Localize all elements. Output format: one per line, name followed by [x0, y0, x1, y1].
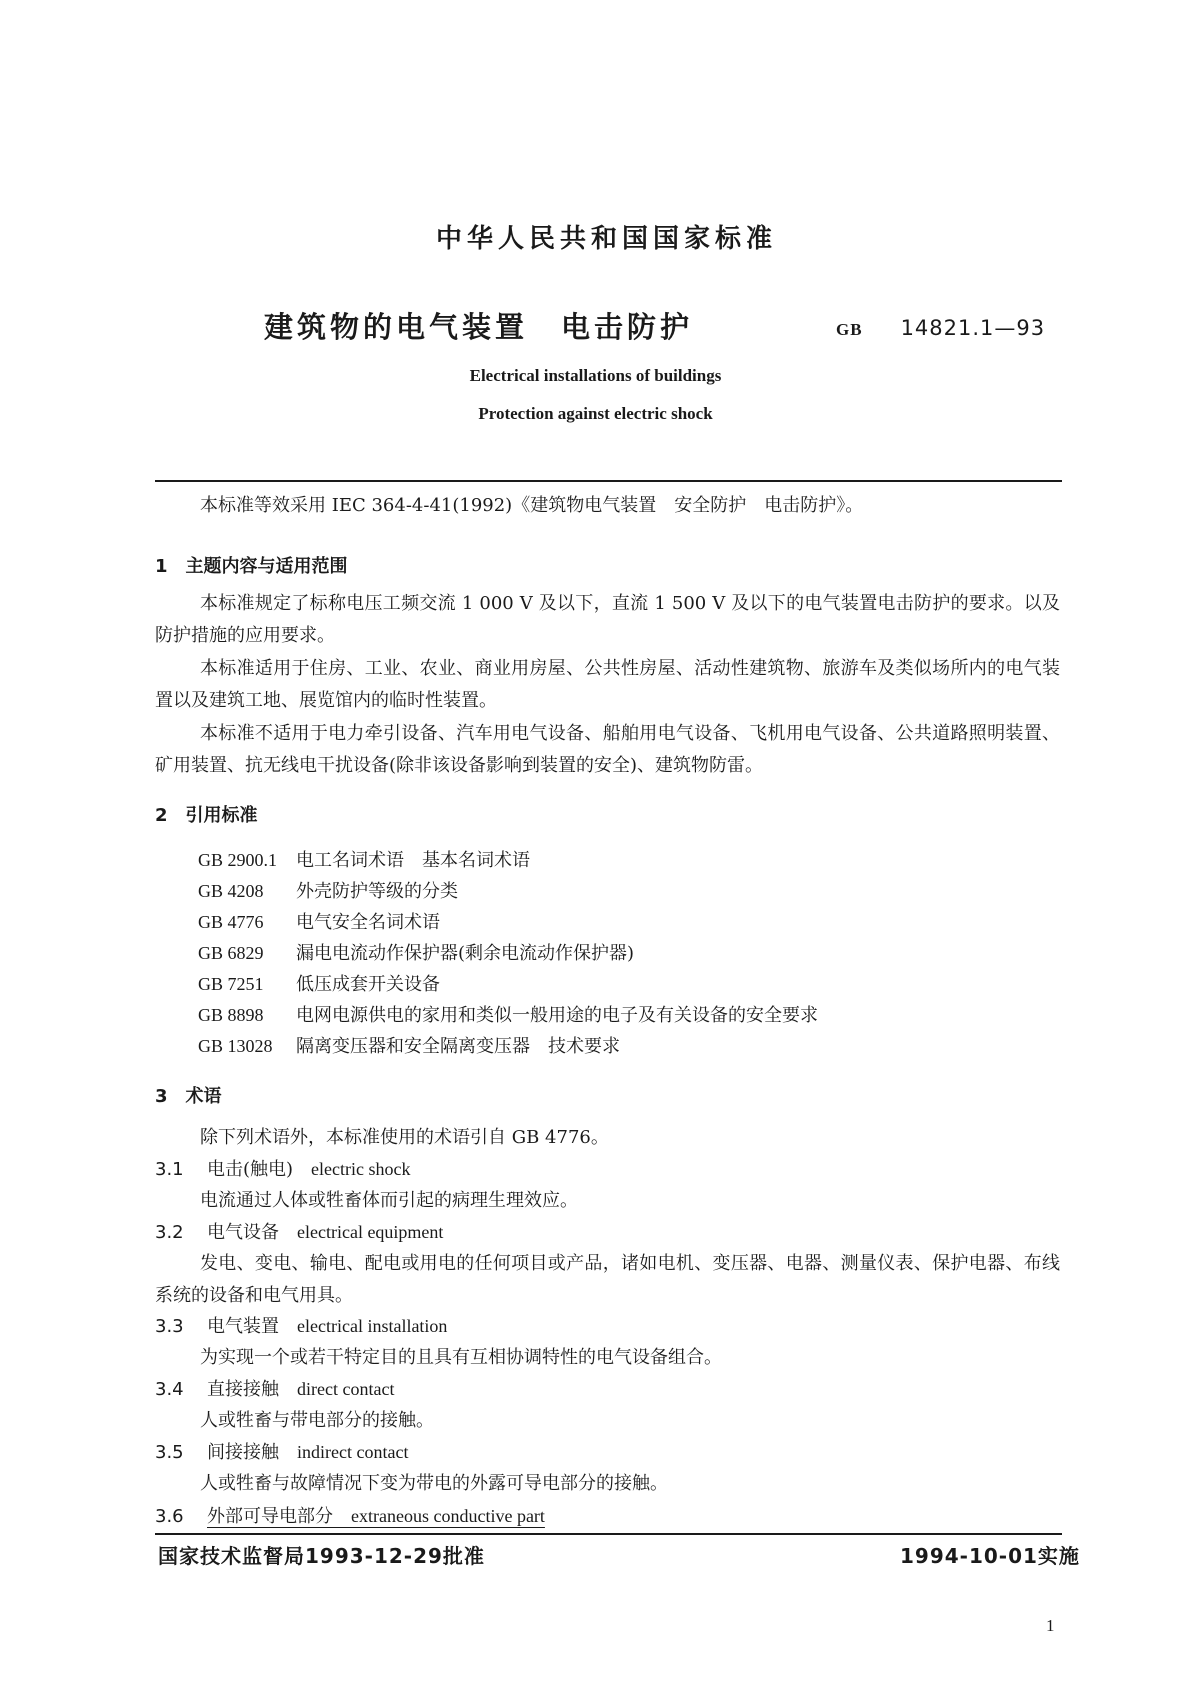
section-1-paragraph-3: 本标准不适用于电力牵引设备、汽车用电气设备、船舶用电气设备、飞机用电气设备、公共道路照明装置、矿用装置、抗无线电干扰设备(除非该设备影响到装置的安全)、建筑物防雷。: [155, 723, 1060, 776]
term-en: direct contact: [297, 1379, 395, 1399]
term-number: 3.5: [155, 1442, 184, 1463]
page-number: 1: [1046, 1616, 1055, 1635]
reference-code: GB 6829: [198, 943, 264, 963]
section-1-paragraph-2: 本标准适用于住房、工业、农业、商业用房屋、公共性房屋、活动性建筑物、旅游车及类似场所内的电气装置以及建筑工地、展览馆内的临时性装置。: [155, 658, 1060, 711]
section-1-heading: 1 主题内容与适用范围: [155, 556, 348, 577]
term-3-5: [155, 1436, 408, 1469]
reference-code: GB 13028: [198, 1036, 273, 1056]
reference-code: GB 7251: [198, 974, 264, 994]
reference-item: [198, 970, 440, 996]
reference-title: 电工名词术语 基本名词术语: [296, 850, 530, 871]
term-definition: 人或牲畜与故障情况下变为带电的外露可导电部分的接触。: [200, 1473, 668, 1494]
reference-title: 低压成套开关设备: [296, 974, 440, 995]
reference-item: [198, 1032, 620, 1058]
adoption-note: 本标准等效采用 IEC 364-4-41(1992)《建筑物电气装置 安全防护 电击防护》。: [200, 495, 864, 516]
reference-code: GB 8898: [198, 1005, 264, 1025]
term-3-2: [155, 1216, 443, 1249]
standard-code: [836, 316, 1045, 340]
term-3-4: [155, 1373, 394, 1406]
term-number: 3.4: [155, 1379, 184, 1400]
header-divider: [155, 480, 1062, 482]
approval-date: 国家技术监督局1993-12-29批准: [158, 1544, 485, 1568]
document-title-en-line1: Electrical installations of buildings: [469, 366, 722, 385]
section-2-heading: 2 引用标准: [155, 805, 258, 826]
term-en: electric shock: [311, 1159, 411, 1179]
term-en: electrical equipment: [297, 1222, 444, 1242]
reference-title: 隔离变压器和安全隔离变压器 技术要求: [296, 1036, 620, 1057]
term-en: indirect contact: [297, 1442, 409, 1462]
footer-divider: [155, 1533, 1062, 1535]
reference-code: GB 2900.1: [198, 850, 278, 870]
term-definition: 电流通过人体或牲畜体而引起的病理生理效应。: [200, 1190, 578, 1211]
section-3-heading: 3 术语: [155, 1086, 222, 1107]
reference-item: [198, 877, 458, 903]
section-1-paragraph-1: 本标准规定了标称电压工频交流 1 000 V 及以下，直流 1 500 V 及以下的电气装置电击防护的要求。以及防护措施的应用要求。: [155, 593, 1060, 646]
effective-date: 1994-10-01实施: [900, 1544, 1080, 1568]
document-title-cn: 建筑物的电气装置 电击防护: [264, 310, 694, 344]
term-definition: 人或牲畜与带电部分的接触。: [200, 1410, 434, 1431]
reference-item: [198, 846, 530, 872]
term-number: 3.6: [155, 1506, 184, 1527]
term-cn: 电击(触电): [207, 1159, 294, 1180]
term-en: extraneous conductive part: [351, 1506, 545, 1526]
term-3-3: [155, 1310, 447, 1343]
reference-code: GB 4776: [198, 912, 264, 932]
standard-code-number: 14821.1—93: [900, 316, 1046, 340]
term-cn: 电气设备: [207, 1222, 279, 1243]
term-en: electrical installation: [297, 1316, 448, 1336]
term-cn: 电气装置: [207, 1316, 279, 1337]
document-title-en-line2: Protection against electric shock: [478, 404, 713, 423]
reference-title: 外壳防护等级的分类: [296, 881, 458, 902]
term-cn: 外部可导电部分: [207, 1506, 333, 1527]
reference-title: 电气安全名词术语: [296, 912, 440, 933]
reference-title: 漏电电流动作保护器(剩余电流动作保护器): [296, 943, 635, 964]
reference-item: [198, 1001, 818, 1027]
national-standard-heading: 中华人民共和国国家标准: [435, 224, 777, 254]
term-definition: 为实现一个或若干特定目的且具有互相协调特性的电气设备组合。: [200, 1347, 722, 1368]
term-cn: 直接接触: [207, 1379, 279, 1400]
reference-title: 电网电源供电的家用和类似一般用途的电子及有关设备的安全要求: [296, 1005, 818, 1026]
term-number: 3.3: [155, 1316, 184, 1337]
term-3-6: [155, 1500, 545, 1533]
reference-item: [198, 939, 634, 965]
reference-code: GB 4208: [198, 881, 264, 901]
term-3-1: [155, 1153, 411, 1186]
term-number: 3.2: [155, 1222, 184, 1243]
reference-item: [198, 908, 440, 934]
standard-code-prefix: GB: [836, 320, 863, 339]
term-number: 3.1: [155, 1159, 184, 1180]
term-cn: 间接接触: [207, 1442, 279, 1463]
term-definition: 发电、变电、输电、配电或用电的任何项目或产品，诸如电机、变压器、电器、测量仪表、保护电器、布线系统的设备和电气用具。: [155, 1253, 1060, 1306]
section-3-intro: 除下列术语外，本标准使用的术语引自 GB 4776。: [200, 1127, 609, 1148]
